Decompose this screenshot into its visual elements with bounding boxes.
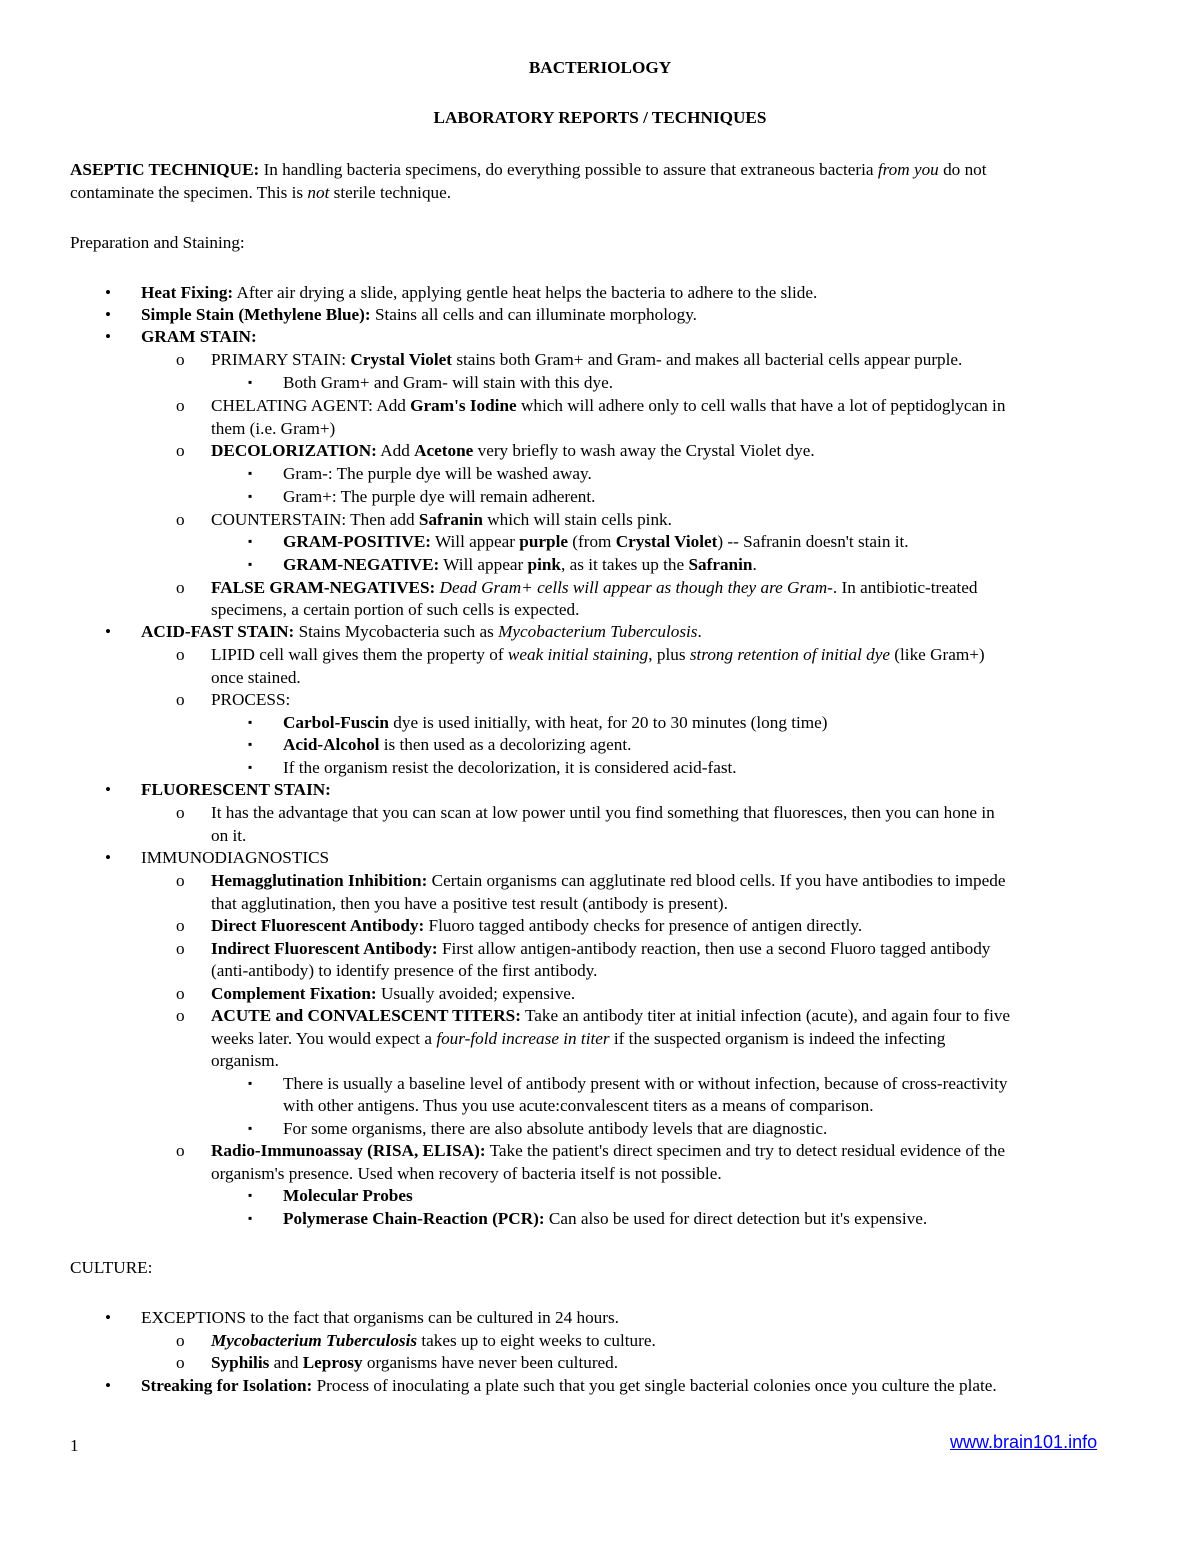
- item-bold: Leprosy: [302, 1353, 363, 1372]
- list-item-acid-fast: [141, 620, 702, 643]
- aseptic-text: sterile technique.: [329, 183, 452, 202]
- square-bullet-icon: ▪: [248, 737, 253, 751]
- item-label: Direct Fluorescent Antibody:: [211, 916, 425, 935]
- aseptic-italic: from you: [877, 160, 939, 179]
- item-text: Stains all cells and can illuminate morphology.: [370, 305, 697, 324]
- fluor-sub-1-cont: on it.: [211, 826, 247, 845]
- gram-false-cont: specimens, a certain portion of such cells is expected.: [211, 600, 580, 619]
- square-bullet-icon: ▪: [248, 760, 253, 774]
- immuno-titers-cont-2: organism.: [211, 1051, 279, 1070]
- aseptic-label: ASEPTIC TECHNIQUE:: [70, 160, 260, 179]
- gram-counterstain: [211, 508, 672, 531]
- aseptic-line-2: [70, 181, 451, 204]
- item-text: is then used as a decolorizing agent.: [379, 735, 632, 754]
- item-text: Certain organisms can agglutinate red blood cells. If you have antibodies to impede: [427, 871, 1006, 890]
- ria-molecular-probes: [283, 1184, 413, 1207]
- sub-bullet-icon: o: [176, 510, 185, 529]
- sub-bullet-icon: o: [176, 871, 185, 890]
- immuno-hemagglutination: [211, 869, 1006, 892]
- item-bold: Acid-Alcohol: [283, 735, 380, 754]
- gram-primary-sub: Both Gram+ and Gram- will stain with this dye.: [283, 373, 614, 392]
- bullet-icon: •: [105, 622, 112, 641]
- item-label: FLUORESCENT STAIN:: [141, 780, 331, 799]
- culture-mycobacterium: [211, 1329, 656, 1352]
- item-text: PRIMARY STAIN:: [211, 350, 351, 369]
- item-bold: Acetone: [414, 441, 474, 460]
- gram-decol-sub-1: Gram-: The purple dye will be washed away.: [283, 464, 592, 483]
- sub-bullet-icon: o: [176, 1331, 185, 1350]
- footer-link[interactable]: www.brain101.info: [950, 1432, 1098, 1452]
- sub-bullet-icon: o: [176, 578, 185, 597]
- item-text: First allow antigen-antibody reaction, then use a second Fluoro tagged antibody: [437, 939, 991, 958]
- sub-bullet-icon: o: [176, 939, 185, 958]
- square-bullet-icon: ▪: [248, 1076, 253, 1090]
- gram-false-negatives: [211, 576, 978, 599]
- bullet-icon: •: [105, 1308, 112, 1327]
- fluor-sub-1: It has the advantage that you can scan at low power until you find something that fluoresces, then you can hone in: [211, 803, 995, 822]
- item-text: which will adhere only to cell walls that have a lot of peptidoglycan in: [516, 396, 1006, 415]
- acid-process-1: [283, 711, 828, 734]
- item-bold: Molecular Probes: [283, 1186, 413, 1205]
- page-number: 1: [70, 1436, 79, 1455]
- item-text: if the suspected organism is indeed the infecting: [609, 1029, 946, 1048]
- immuno-hemagglutination-cont: that agglutination, then you have a positive test result (antibody is present).: [211, 894, 728, 913]
- item-text: CHELATING AGENT: Add: [211, 396, 411, 415]
- gram-decolorization: [211, 439, 815, 462]
- immuno-radioimmunoassay: [211, 1139, 1005, 1162]
- culture-syphilis-leprosy: [211, 1351, 618, 1374]
- square-bullet-icon: ▪: [248, 534, 253, 548]
- item-bold: pink: [527, 555, 561, 574]
- aseptic-text: contaminate the specimen. This is: [70, 183, 308, 202]
- item-text: very briefly to wash away the Crystal Violet dye.: [473, 441, 815, 460]
- item-label: Heat Fixing:: [141, 283, 234, 302]
- list-item-exceptions: EXCEPTIONS to the fact that organisms can be cultured in 24 hours.: [141, 1308, 619, 1327]
- item-label: Streaking for Isolation:: [141, 1376, 313, 1395]
- item-text: Can also be used for direct detection but it's expensive.: [544, 1209, 928, 1228]
- item-text: Will appear: [431, 532, 520, 551]
- square-bullet-icon: ▪: [248, 489, 253, 503]
- item-text: weeks later. You would expect a: [211, 1029, 437, 1048]
- aseptic-text: do not: [938, 160, 987, 179]
- item-bold: Gram's Iodine: [410, 396, 517, 415]
- prep-heading: Preparation and Staining:: [70, 233, 245, 252]
- sub-bullet-icon: o: [176, 441, 185, 460]
- square-bullet-icon: ▪: [248, 557, 253, 571]
- item-text: (like Gram+): [890, 645, 985, 664]
- item-text: Add: [376, 441, 415, 460]
- acid-lipid-cont: once stained.: [211, 668, 301, 687]
- item-text: . In antibiotic-treated: [832, 578, 978, 597]
- item-bold: Syphilis: [211, 1353, 270, 1372]
- acid-lipid: [211, 643, 985, 666]
- item-text: which will stain cells pink.: [482, 510, 672, 529]
- list-item-gram-stain: [141, 325, 257, 348]
- item-italic: Mycobacterium Tuberculosis: [498, 622, 698, 641]
- item-label: ACID-FAST STAIN:: [141, 622, 295, 641]
- item-text: After air drying a slide, applying gentle heat helps the bacteria to adhere to the slide.: [233, 283, 818, 302]
- titers-sub-2: For some organisms, there are also absolute antibody levels that are diagnostic.: [283, 1119, 828, 1138]
- item-text: Usually avoided; expensive.: [376, 984, 576, 1003]
- item-label: ACUTE and CONVALESCENT TITERS:: [211, 1006, 521, 1025]
- acid-process: PROCESS:: [211, 690, 291, 709]
- item-italic: weak initial staining: [507, 645, 649, 664]
- immuno-titers: [211, 1004, 1010, 1027]
- square-bullet-icon: ▪: [248, 1188, 253, 1202]
- document-subtitle: LABORATORY REPORTS / TECHNIQUES: [433, 108, 767, 127]
- titers-sub-1: There is usually a baseline level of antibody present with or without infection, because of cross-reactivity: [283, 1074, 1008, 1093]
- aseptic-line-1: [70, 158, 987, 181]
- immuno-ria-cont: organism's presence. Used when recovery of bacteria itself is not possible.: [211, 1164, 722, 1183]
- item-label: Indirect Fluorescent Antibody:: [211, 939, 438, 958]
- sub-bullet-icon: o: [176, 350, 185, 369]
- item-text: , plus: [648, 645, 690, 664]
- gram-decol-sub-2: Gram+: The purple dye will remain adherent.: [283, 487, 596, 506]
- item-label: DECOLORIZATION:: [211, 441, 377, 460]
- item-bold: Crystal Violet: [350, 350, 453, 369]
- gram-chelating-cont: them (i.e. Gram+): [211, 419, 336, 438]
- item-text: .: [752, 555, 757, 574]
- gram-negative: [283, 553, 757, 576]
- item-label: GRAM-NEGATIVE:: [283, 555, 440, 574]
- item-text: dye is used initially, with heat, for 20 to 30 minutes (long time): [389, 713, 828, 732]
- list-item-streaking: [141, 1374, 997, 1397]
- bullet-icon: •: [105, 780, 112, 799]
- item-bold-italic: Mycobacterium Tuberculosis: [211, 1331, 418, 1350]
- item-italic: Dead Gram+ cells will appear as though they are Gram-: [439, 578, 833, 597]
- culture-heading: CULTURE:: [70, 1258, 153, 1277]
- item-text: organisms have never been cultured.: [362, 1353, 619, 1372]
- bullet-icon: •: [105, 305, 112, 324]
- sub-bullet-icon: o: [176, 803, 185, 822]
- list-item-heat-fixing: [141, 281, 817, 304]
- item-text: and: [269, 1353, 303, 1372]
- item-text: (from: [567, 532, 616, 551]
- sub-bullet-icon: o: [176, 645, 185, 664]
- item-label: Hemagglutination Inhibition:: [211, 871, 428, 890]
- item-bold: Safranin: [688, 555, 753, 574]
- item-italic: four-fold increase in titer: [436, 1029, 610, 1048]
- document-title: BACTERIOLOGY: [528, 58, 672, 77]
- immuno-titers-cont: [211, 1027, 945, 1050]
- item-italic: strong retention of initial dye: [689, 645, 890, 664]
- item-label: FALSE GRAM-NEGATIVES:: [211, 578, 436, 597]
- list-item-fluorescent: [141, 778, 331, 801]
- square-bullet-icon: ▪: [248, 715, 253, 729]
- item-label: Complement Fixation:: [211, 984, 377, 1003]
- sub-bullet-icon: o: [176, 690, 185, 709]
- sub-bullet-icon: o: [176, 984, 185, 1003]
- sub-bullet-icon: o: [176, 1353, 185, 1372]
- acid-process-3: If the organism resist the decolorization, it is considered acid-fast.: [283, 758, 737, 777]
- sub-bullet-icon: o: [176, 1141, 185, 1160]
- bullet-icon: •: [105, 327, 112, 346]
- bullet-icon: •: [105, 1376, 112, 1395]
- bullet-icon: •: [105, 283, 112, 302]
- item-text: , as it takes up the: [560, 555, 689, 574]
- immuno-ifa: [211, 937, 990, 960]
- list-item-immuno: IMMUNODIAGNOSTICS: [141, 848, 330, 867]
- item-text: COUNTERSTAIN: Then add: [211, 510, 419, 529]
- titers-sub-1-cont: with other antigens. Thus you use acute:convalescent titers as a means of comparison.: [283, 1096, 874, 1115]
- square-bullet-icon: ▪: [248, 466, 253, 480]
- immuno-ifa-cont: (anti-antibody) to identify presence of the first antibody.: [211, 961, 598, 980]
- item-label: GRAM-POSITIVE:: [283, 532, 432, 551]
- item-label: Polymerase Chain-Reaction (PCR):: [283, 1209, 545, 1228]
- item-text: Stains Mycobacteria such as: [294, 622, 499, 641]
- sub-bullet-icon: o: [176, 916, 185, 935]
- ria-pcr: [283, 1207, 927, 1230]
- item-text: Take the patient's direct specimen and try to detect residual evidence of the: [485, 1141, 1005, 1160]
- acid-process-2: [283, 733, 631, 756]
- item-label: GRAM STAIN:: [141, 327, 257, 346]
- item-text: .: [697, 622, 702, 641]
- item-text: Process of inoculating a plate such that you get single bacterial colonies once you culture the plate.: [312, 1376, 997, 1395]
- item-text: Will appear: [439, 555, 528, 574]
- item-text: takes up to eight weeks to culture.: [417, 1331, 656, 1350]
- item-bold: purple: [519, 532, 568, 551]
- gram-chelating-agent: [211, 394, 1005, 417]
- immuno-complement: [211, 982, 575, 1005]
- item-label: Simple Stain (Methylene Blue):: [141, 305, 371, 324]
- item-bold: Crystal Violet: [615, 532, 718, 551]
- square-bullet-icon: ▪: [248, 375, 253, 389]
- aseptic-text: In handling bacteria specimens, do everything possible to assure that extraneous bacteria: [259, 160, 878, 179]
- item-text: Take an antibody titer at initial infection (acute), and again four to five: [520, 1006, 1011, 1025]
- item-bold: Carbol-Fuscin: [283, 713, 389, 732]
- square-bullet-icon: ▪: [248, 1121, 253, 1135]
- square-bullet-icon: ▪: [248, 1211, 253, 1225]
- item-label: Radio-Immunoassay (RISA, ELISA):: [211, 1141, 486, 1160]
- item-text: stains both Gram+ and Gram- and makes all bacterial cells appear purple.: [452, 350, 963, 369]
- gram-primary-stain: [211, 348, 962, 371]
- item-bold: Safranin: [418, 510, 483, 529]
- bullet-icon: •: [105, 848, 112, 867]
- gram-positive: [283, 530, 909, 553]
- immuno-dfa: [211, 914, 862, 937]
- aseptic-italic: not: [307, 183, 330, 202]
- sub-bullet-icon: o: [176, 396, 185, 415]
- item-text: LIPID cell wall gives them the property of: [211, 645, 508, 664]
- list-item-simple-stain: [141, 303, 697, 326]
- item-text: ) -- Safranin doesn't stain it.: [717, 532, 909, 551]
- sub-bullet-icon: o: [176, 1006, 185, 1025]
- item-text: Fluoro tagged antibody checks for presence of antigen directly.: [424, 916, 863, 935]
